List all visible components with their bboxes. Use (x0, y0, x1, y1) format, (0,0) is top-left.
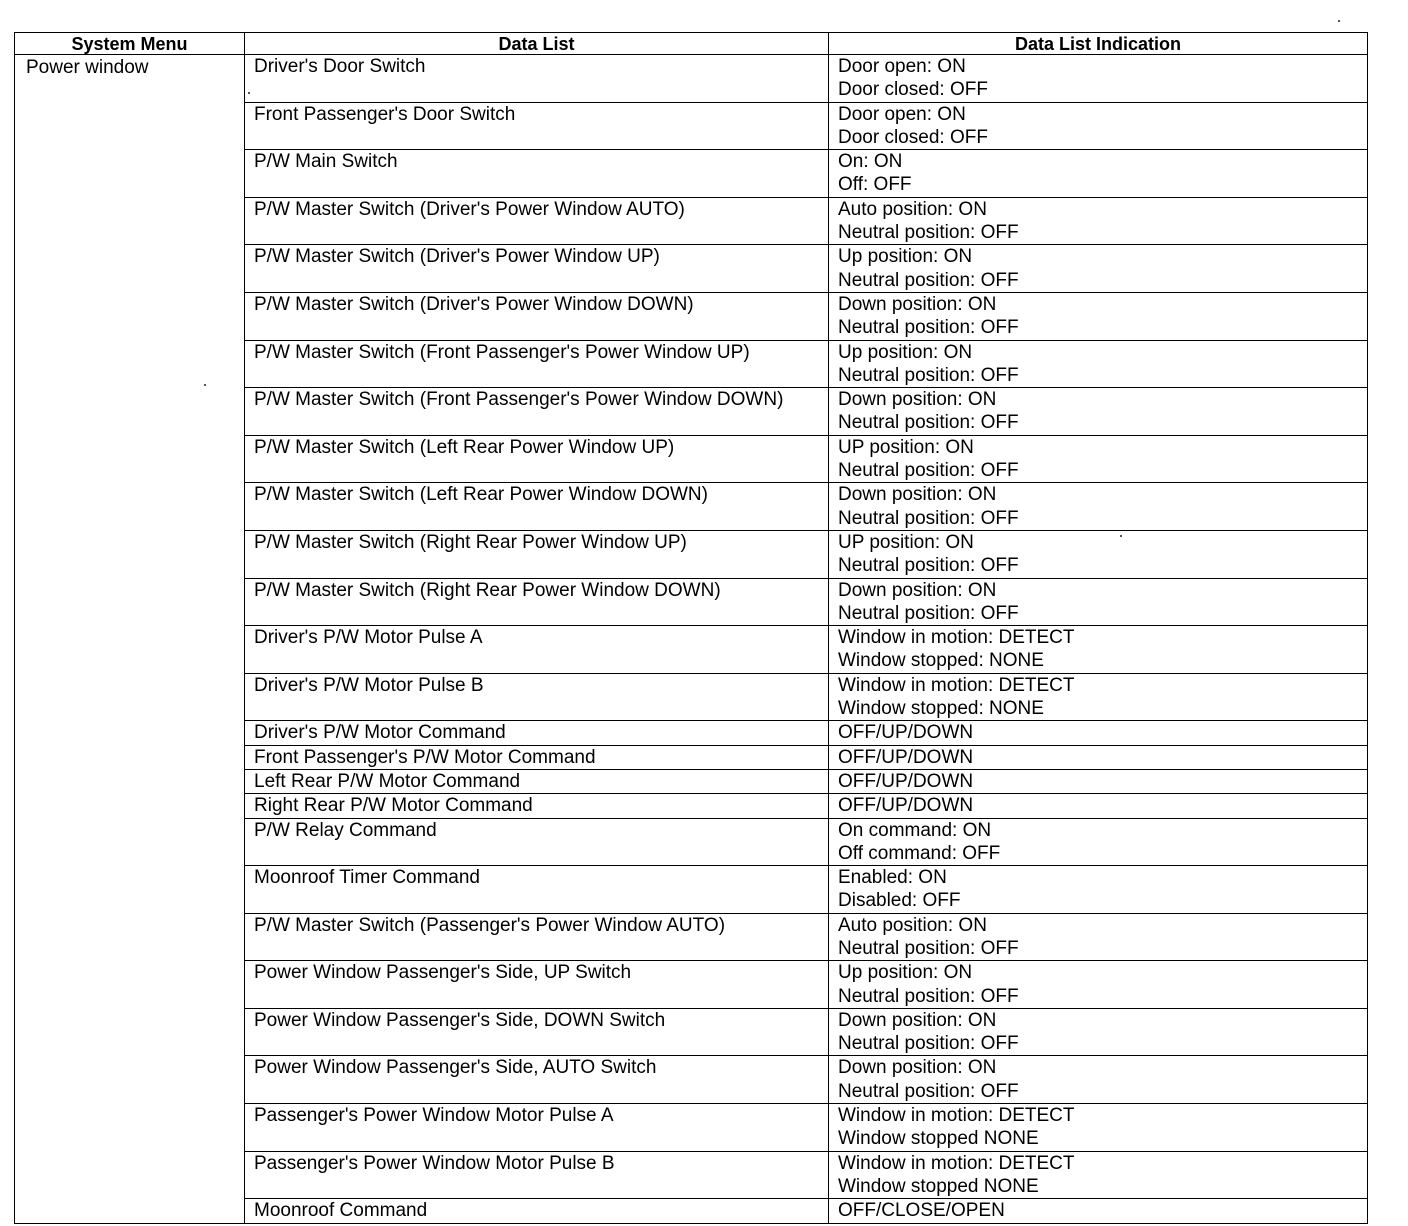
data-list-indication (829, 1056, 1368, 1104)
data-list-indication (829, 435, 1368, 483)
data-list-indication (829, 483, 1368, 531)
indication-line-2: Door closed: OFF (838, 126, 988, 148)
indication-line-2: Off command: OFF (838, 842, 1001, 864)
table-body (15, 55, 1368, 1224)
data-list-indication (829, 530, 1368, 578)
indication-line-2: Neutral position: OFF (838, 937, 1019, 959)
indication-line-2: Disabled: OFF (838, 890, 961, 912)
data-list-item: P/W Master Switch (Left Rear Power Window DOWN) (245, 483, 829, 531)
data-list-indication (829, 866, 1368, 914)
header-data-list: Data List (245, 33, 829, 55)
data-list-indication (829, 340, 1368, 388)
data-list-item: Passenger's Power Window Motor Pulse B (245, 1151, 829, 1199)
data-list-indication (829, 745, 1368, 769)
indication-line-2: Door closed: OFF (838, 79, 988, 101)
data-list-indication (829, 1008, 1368, 1056)
data-list-item: Power Window Passenger's Side, DOWN Switch (245, 1008, 829, 1056)
indication-line-1: Window in motion: DETECT (838, 627, 1075, 649)
data-list-indication (829, 150, 1368, 198)
indication-line-1: OFF/UP/DOWN (838, 722, 974, 744)
scan-speck (204, 384, 206, 386)
data-list-table-container (14, 32, 1367, 1224)
indication-line-2: Neutral position: OFF (838, 985, 1019, 1007)
data-list-indication (829, 1104, 1368, 1152)
data-list-indication (829, 578, 1368, 626)
data-list-indication (829, 721, 1368, 745)
data-list-item: P/W Master Switch (Front Passenger's Power Window DOWN) (245, 388, 829, 436)
table-row (15, 55, 1368, 103)
data-list-indication (829, 818, 1368, 866)
indication-line-1: Enabled: ON (838, 867, 947, 889)
indication-line-1: OFF/CLOSE/OPEN (838, 1200, 1005, 1222)
data-list-indication (829, 961, 1368, 1009)
data-list-item: Driver's P/W Motor Pulse B (245, 673, 829, 721)
data-list-indication (829, 626, 1368, 674)
data-list-item: P/W Main Switch (245, 150, 829, 198)
indication-line-2: Neutral position: OFF (838, 317, 1019, 339)
indication-line-2: Neutral position: OFF (838, 602, 1019, 624)
data-list-item: Power Window Passenger's Side, AUTO Switch (245, 1056, 829, 1104)
indication-line-1: OFF/UP/DOWN (838, 795, 974, 817)
indication-line-2: Neutral position: OFF (838, 269, 1019, 291)
data-list-item: P/W Master Switch (Driver's Power Window UP) (245, 245, 829, 293)
indication-line-2: Window stopped NONE (838, 1128, 1039, 1150)
indication-line-1: Down position: ON (838, 1057, 997, 1079)
indication-line-2: Neutral position: OFF (838, 222, 1019, 244)
indication-line-2: Window stopped NONE (838, 1175, 1039, 1197)
indication-line-1: OFF/UP/DOWN (838, 746, 974, 768)
data-list-item: Front Passenger's Door Switch (245, 102, 829, 150)
data-list-indication (829, 1151, 1368, 1199)
data-list-indication (829, 388, 1368, 436)
indication-line-2: Neutral position: OFF (838, 460, 1019, 482)
header-data-list-indication: Data List Indication (829, 33, 1368, 55)
data-list-item: Moonroof Timer Command (245, 866, 829, 914)
data-list-item: Driver's P/W Motor Pulse A (245, 626, 829, 674)
data-list-item: P/W Master Switch (Passenger's Power Window AUTO) (245, 913, 829, 961)
data-list-indication (829, 102, 1368, 150)
indication-line-1: On command: ON (838, 819, 992, 841)
indication-line-2: Neutral position: OFF (838, 555, 1019, 577)
scan-speck (1120, 535, 1122, 537)
data-list-item: P/W Master Switch (Right Rear Power Window UP) (245, 530, 829, 578)
data-list-indication (829, 197, 1368, 245)
data-list-item: Driver's Door Switch (245, 55, 829, 103)
data-list-table (14, 32, 1368, 1224)
scan-speck (248, 92, 250, 94)
indication-line-1: Down position: ON (838, 579, 997, 601)
indication-line-2: Neutral position: OFF (838, 412, 1019, 434)
indication-line-1: Up position: ON (838, 246, 973, 268)
data-list-indication (829, 673, 1368, 721)
indication-line-1: Down position: ON (838, 484, 997, 506)
data-list-item: P/W Master Switch (Front Passenger's Power Window UP) (245, 340, 829, 388)
data-list-indication (829, 245, 1368, 293)
data-list-item: Left Rear P/W Motor Command (245, 769, 829, 793)
data-list-item: Front Passenger's P/W Motor Command (245, 745, 829, 769)
indication-line-1: Up position: ON (838, 341, 973, 363)
data-list-item: P/W Master Switch (Right Rear Power Window DOWN) (245, 578, 829, 626)
data-list-item: Moonroof Command (245, 1199, 829, 1223)
data-list-indication (829, 55, 1368, 103)
data-list-item: Driver's P/W Motor Command (245, 721, 829, 745)
data-list-item: Passenger's Power Window Motor Pulse A (245, 1104, 829, 1152)
system-menu-cell: Power window (15, 55, 245, 1224)
indication-line-1: Window in motion: DETECT (838, 1105, 1075, 1127)
data-list-item: Right Rear P/W Motor Command (245, 794, 829, 818)
indication-line-2: Window stopped: NONE (838, 698, 1044, 720)
indication-line-2: Neutral position: OFF (838, 1080, 1019, 1102)
indication-line-2: Off: OFF (838, 174, 912, 196)
data-list-indication (829, 913, 1368, 961)
data-list-item: P/W Master Switch (Driver's Power Window AUTO) (245, 197, 829, 245)
data-list-indication (829, 769, 1368, 793)
indication-line-2: Neutral position: OFF (838, 507, 1019, 529)
data-list-indication (829, 794, 1368, 818)
indication-line-1: Window in motion: DETECT (838, 674, 1075, 696)
indication-line-1: Down position: ON (838, 1009, 997, 1031)
indication-line-1: Down position: ON (838, 293, 997, 315)
data-list-indication (829, 292, 1368, 340)
data-list-item: Power Window Passenger's Side, UP Switch (245, 961, 829, 1009)
indication-line-2: Window stopped: NONE (838, 650, 1044, 672)
table-header-row (15, 33, 1368, 55)
header-system-menu: System Menu (15, 33, 245, 55)
indication-line-1: Door open: ON (838, 56, 966, 77)
indication-line-1: UP position: ON (838, 436, 974, 458)
indication-line-1: Auto position: ON (838, 198, 987, 220)
indication-line-1: Up position: ON (838, 962, 973, 984)
indication-line-1: Door open: ON (838, 103, 966, 125)
indication-line-1: On: ON (838, 151, 903, 173)
indication-line-2: Neutral position: OFF (838, 1033, 1019, 1055)
indication-line-1: Auto position: ON (838, 914, 987, 936)
indication-line-2: Neutral position: OFF (838, 364, 1019, 386)
data-list-item: P/W Master Switch (Driver's Power Window DOWN) (245, 292, 829, 340)
indication-line-1: Down position: ON (838, 389, 997, 411)
indication-line-1: Window in motion: DETECT (838, 1152, 1075, 1174)
data-list-item: P/W Relay Command (245, 818, 829, 866)
indication-line-1: OFF/UP/DOWN (838, 770, 974, 792)
data-list-item: P/W Master Switch (Left Rear Power Window UP) (245, 435, 829, 483)
indication-line-1: UP position: ON (838, 531, 974, 553)
data-list-indication (829, 1199, 1368, 1223)
scan-speck (1338, 20, 1340, 22)
